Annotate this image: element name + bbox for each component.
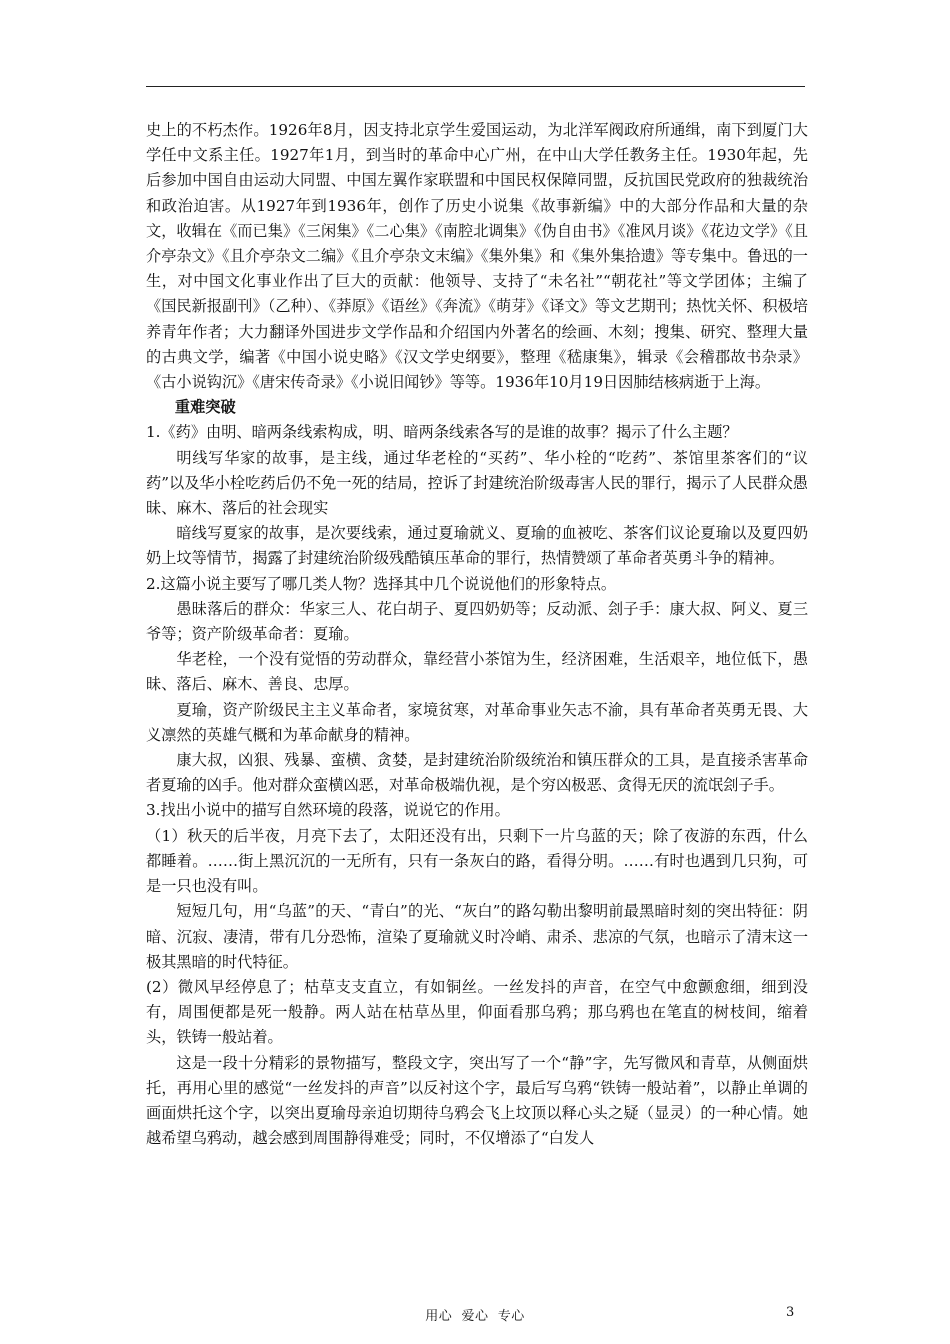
header-rule: [146, 86, 805, 87]
section-heading: 重难突破: [174, 398, 236, 417]
paragraph: 史上的不朽杰作。1926年8月，因支持北京学生爱国运动，为北洋军阀政府所通缉，南下到厦门大学任中文系主任。1927年1月，到当时的革命中心广州，在中山大学任教务主任。1930年起，先后参加中国自由运动大同盟、中国左翼作家联盟和中国民权保障同盟，反抗国民党政府的独裁统治和政治迫害。从1927年到1936年，创作了历史小说集《故事新编》中的大部分作品和大量的杂文，收辑在《而已集》《三闲集》《二心集》《南腔北调集》《伪自由书》《准风月谈》《花边文学》《且介亭杂文》《且介亭杂文二编》《且介亭杂文末编》《集外集》和《集外集拾遗》等专集中。鲁迅的一生，对中国文化事业作出了巨大的贡献：他领导、支持了“未名社”“朝花社”等文学团体；主编了《国民新报副刊》（乙种）、《莽原》《语丝》《奔流》《萌芽》《译文》等文艺期刊；热忱关怀、积极培养青年作者；大力翻译外国进步文学作品和介绍国内外著名的绘画、木刻；搜集、研究、整理大量的古典文学，编著《中国小说史略》《汉文学史纲要》，整理《嵇康集》，辑录《会稽郡故书杂录》《古小说钩沉》《唐宋传奇录》《小说旧闻钞》等等。1936年10月19日因肺结核病逝于上海。: [146, 121, 808, 392]
paragraph: （1）秋天的后半夜，月亮下去了，太阳还没有出，只剩下一片乌蓝的天；除了夜游的东西，什么都睡着。……街上黑沉沉的一无所有，只有一条灰白的路，看得分明。……有时也遇到几只狗，可是一只也没有叫。: [146, 826, 808, 896]
paragraph: 明线写华家的故事，是主线，通过华老栓的“买药”、华小栓的“吃药”、茶馆里茶客们的“议药”以及华小栓吃药后仍不免一死的结局，控诉了封建统治阶级毒害人民的罪行，揭示了人民群众愚昧、麻木、落后的社会现实: [146, 448, 808, 518]
paragraph: (2）微风早经停息了；枯草支支直立，有如铜丝。一丝发抖的声音，在空气中愈颤愈细，细到没有，周围便都是死一般静。两人站在枯草丛里，仰面看那乌鸦；那乌鸦也在笔直的树枝间，缩着头，铁铸一般站着。: [146, 977, 808, 1047]
paragraph: 华老栓，一个没有觉悟的劳动群众，靠经营小茶馆为生，经济困难，生活艰辛，地位低下，愚昧、落后、麻木、善良、忠厚。: [146, 650, 808, 694]
paragraph: 2.这篇小说主要写了哪几类人物？选择其中几个说说他们的形象特点。: [146, 574, 617, 593]
paragraph: 短短几句，用“乌蓝”的天、“青白”的光、“灰白”的路勾勒出黎明前最黑暗时刻的突出特征：阴暗、沉寂、凄清，带有几分恐怖，渲染了夏瑜就义时冷峭、肃杀、悲凉的气氛，也暗示了清末这一极其黑暗的时代特征。: [146, 902, 808, 971]
paragraph: 愚昧落后的群众：华家三人、花白胡子、夏四奶奶等；反动派、刽子手：康大叔、阿义、夏三爷等；资产阶级革命者：夏瑜。: [146, 599, 808, 644]
page-footer: [0, 1305, 950, 1325]
paragraph: 康大叔，凶狠、残暴、蛮横、贪婪，是封建统治阶级统治和镇压群众的工具，是直接杀害革命者夏瑜的凶手。他对群众蛮横凶恶，对革命极端仇视，是个穷凶极恶、贪得无厌的流氓刽子手。: [146, 751, 808, 795]
paragraph: 1.《药》由明、暗两条线索构成，明、暗两条线索各写的是谁的故事？揭示了什么主题？: [146, 423, 738, 442]
paragraph: 暗线写夏家的故事，是次要线索，通过夏瑜就义、夏瑜的血被吃、茶客们议论夏瑜以及夏四奶奶上坟等情节，揭露了封建统治阶级残酷镇压革命的罪行，热情赞颂了革命者英勇斗争的精神。: [146, 524, 808, 568]
document-body: [146, 118, 808, 1151]
footer-motto: 用心 爱心 专心: [425, 1309, 525, 1324]
page-number: 3: [786, 1305, 795, 1320]
paragraph: 3.找出小说中的描写自然环境的段落，说说它的作用。: [146, 801, 510, 820]
paragraph: 这是一段十分精彩的景物描写，整段文字，突出写了一个“静”字，先写微风和青草，从侧面烘托，再用心里的感觉“一丝发抖的声音”以反衬这个字，最后写乌鸦“铁铸一般站着”，以静止单调的画面烘托这个字，以突出夏瑜母亲迫切期待乌鸦会飞上坟顶以释心头之疑（显灵）的一种心情。她越希望乌鸦动，越会感到周围静得难受；同时，不仅增添了“白发人: [146, 1053, 808, 1148]
paragraph: 夏瑜，资产阶级民主主义革命者，家境贫寒，对革命事业矢志不渝，具有革命者英勇无畏、大义凛然的英雄气概和为革命献身的精神。: [146, 700, 808, 744]
